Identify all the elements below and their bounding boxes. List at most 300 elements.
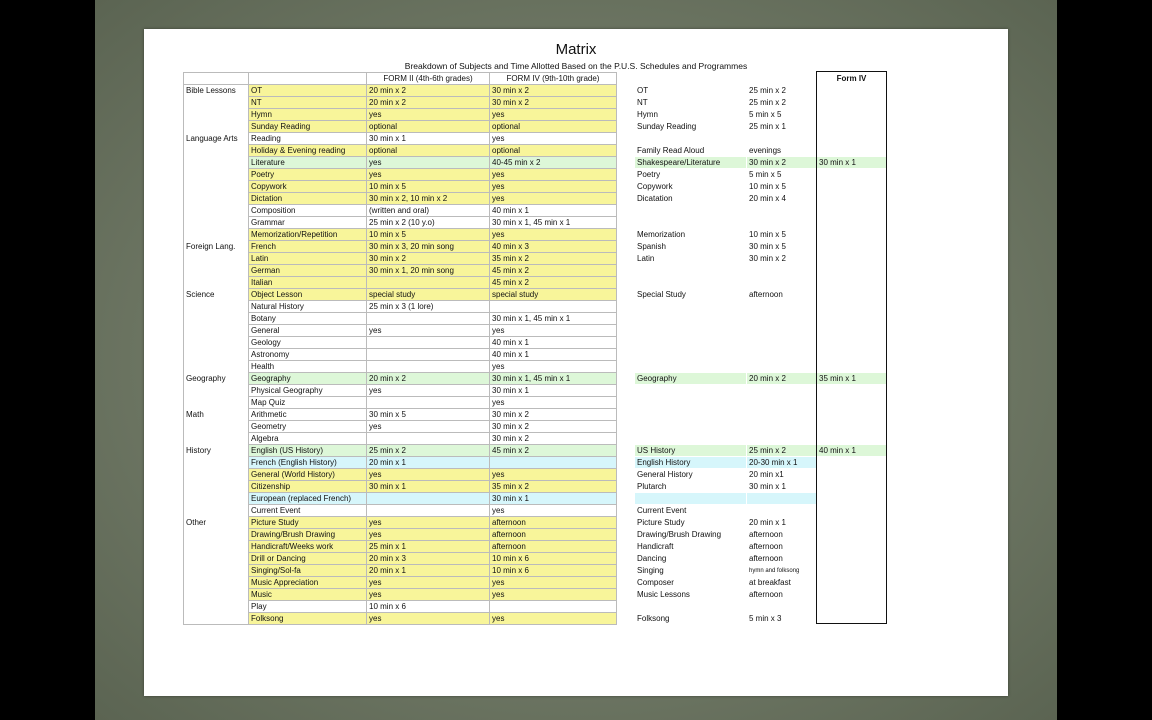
current-subject-cell (635, 385, 747, 397)
current-subject-cell: Drawing/Brush Drawing (637, 529, 722, 539)
current-time-cell (747, 361, 817, 373)
subject-cell: Play (249, 601, 367, 613)
category-cell (184, 349, 249, 361)
table-row (184, 553, 617, 565)
form4-cell: yes (490, 505, 617, 517)
current-time-cell: afternoon (749, 541, 783, 551)
category-cell: Language Arts (184, 133, 249, 145)
category-cell: Foreign Lang. (184, 241, 249, 253)
form4-cell: optional (490, 121, 617, 133)
subject-cell: Grammar (249, 217, 367, 229)
current-subject-cell (635, 409, 747, 421)
form2-cell: 30 min x 2, 10 min x 2 (367, 193, 490, 205)
form2-cell: yes (367, 469, 490, 481)
current-time-cell (747, 325, 817, 337)
current-subject-cell: Geography (635, 373, 747, 385)
form4-cell (490, 301, 617, 313)
current-time-cell: afternoon (749, 589, 783, 599)
category-cell (184, 601, 249, 613)
form4-cell (490, 457, 617, 469)
current-time-cell: evenings (749, 145, 782, 155)
category-cell (184, 361, 249, 373)
subject-cell: Dictation (249, 193, 367, 205)
category-cell (184, 553, 249, 565)
form4-cell: yes (490, 109, 617, 121)
form4-cell: afternoon (490, 541, 617, 553)
current-subject-cell (635, 349, 747, 361)
table-row (184, 109, 617, 121)
current-time-cell: 25 min x 1 (749, 121, 786, 131)
current-time-cell (747, 265, 817, 277)
category-cell (184, 265, 249, 277)
category-cell (184, 145, 249, 157)
current-subject-cell: Poetry (637, 169, 661, 179)
form4-cell: 30 min x 1, 45 min x 1 (490, 313, 617, 325)
form2-cell: yes (367, 109, 490, 121)
current-subject-cell: Family Read Aloud (637, 145, 705, 155)
form4-cell: 30 min x 1, 45 min x 1 (490, 373, 617, 385)
form4-cell: yes (490, 361, 617, 373)
subject-cell: Algebra (249, 433, 367, 445)
current-time-cell: afternoon (749, 529, 783, 539)
category-cell (184, 529, 249, 541)
category-cell (184, 277, 249, 289)
form4-time-cell: 40 min x 1 (817, 445, 887, 457)
current-time-cell (747, 409, 817, 421)
form4-cell: yes (490, 169, 617, 181)
table-row (184, 457, 617, 469)
category-cell (184, 385, 249, 397)
form2-cell: 30 min x 2 (367, 253, 490, 265)
table-row (184, 565, 617, 577)
subject-cell: Sunday Reading (249, 121, 367, 133)
table-row (184, 157, 617, 169)
subject-cell: Drawing/Brush Drawing (249, 529, 367, 541)
form4-cell: 30 min x 2 (490, 409, 617, 421)
form2-cell: yes (367, 157, 490, 169)
current-subject-cell (635, 217, 747, 229)
form4-cell: 40 min x 1 (490, 205, 617, 217)
form4-cell: 35 min x 2 (490, 253, 617, 265)
category-cell (184, 253, 249, 265)
form4-cell: afternoon (490, 517, 617, 529)
form4-time-cell: 30 min x 1 (817, 157, 887, 169)
table-row (184, 349, 617, 361)
subject-cell: Map Quiz (249, 397, 367, 409)
table-row (184, 445, 617, 457)
current-time-cell: 5 min x 3 (749, 613, 782, 623)
table-row (184, 121, 617, 133)
main-matrix-table (183, 72, 617, 625)
table-row (184, 85, 617, 97)
category-cell (184, 109, 249, 121)
subject-cell: German (249, 265, 367, 277)
category-cell: Other (184, 517, 249, 529)
form2-cell: 10 min x 5 (367, 181, 490, 193)
category-cell (184, 325, 249, 337)
table-row (184, 577, 617, 589)
subject-cell: General (World History) (249, 469, 367, 481)
table-row (184, 301, 617, 313)
current-time-cell (747, 397, 817, 409)
current-subject-cell: English History (635, 457, 747, 469)
form4-cell: optional (490, 145, 617, 157)
subject-cell: Arithmetic (249, 409, 367, 421)
page-title: Matrix (555, 41, 597, 58)
current-subject-cell (635, 265, 747, 277)
form4-cell: yes (490, 229, 617, 241)
form2-cell: yes (367, 613, 490, 625)
subject-cell: French (249, 241, 367, 253)
form2-cell (367, 337, 490, 349)
subject-cell: Memorization/Repetition (249, 229, 367, 241)
header-blank (184, 73, 249, 85)
table-row (184, 337, 617, 349)
table-row (184, 133, 617, 145)
form4-cell: 40-45 min x 2 (490, 157, 617, 169)
form2-cell: 20 min x 2 (367, 97, 490, 109)
subject-cell: Object Lesson (249, 289, 367, 301)
table-row (184, 409, 617, 421)
category-cell (184, 301, 249, 313)
current-subject-cell: Folksong (637, 613, 670, 623)
form4-cell: yes (490, 577, 617, 589)
form2-cell: 25 min x 1 (367, 541, 490, 553)
form2-cell: optional (367, 145, 490, 157)
category-cell: Science (184, 289, 249, 301)
category-cell (184, 181, 249, 193)
form4-cell: yes (490, 193, 617, 205)
subject-cell: English (US History) (249, 445, 367, 457)
subject-cell: Geography (249, 373, 367, 385)
current-time-cell (747, 313, 817, 325)
table-row (184, 601, 617, 613)
subject-cell: OT (249, 85, 367, 97)
form2-cell: 25 min x 2 (367, 445, 490, 457)
form4-cell: 45 min x 2 (490, 265, 617, 277)
table-row (184, 289, 617, 301)
category-cell (184, 565, 249, 577)
current-time-cell (747, 385, 817, 397)
subject-cell: Handicraft/Weeks work (249, 541, 367, 553)
table-row (184, 217, 617, 229)
form2-cell: 20 min x 1 (367, 457, 490, 469)
form4-cell: 30 min x 2 (490, 421, 617, 433)
form4-cell: afternoon (490, 529, 617, 541)
form2-cell: 30 min x 1 (367, 133, 490, 145)
category-cell (184, 229, 249, 241)
form2-cell (367, 505, 490, 517)
category-cell (184, 217, 249, 229)
table-row (184, 589, 617, 601)
form2-cell (367, 433, 490, 445)
form4-cell: 30 min x 2 (490, 85, 617, 97)
category-cell (184, 157, 249, 169)
category-cell (184, 205, 249, 217)
form4-cell: 40 min x 3 (490, 241, 617, 253)
table-row (184, 253, 617, 265)
form4-cell: 30 min x 2 (490, 97, 617, 109)
form2-cell: optional (367, 121, 490, 133)
form4-outline-box (816, 71, 887, 624)
current-subject-cell (635, 205, 747, 217)
table-row (184, 517, 617, 529)
category-cell (184, 481, 249, 493)
table-row (184, 97, 617, 109)
subject-cell: Literature (249, 157, 367, 169)
subject-cell: Picture Study (249, 517, 367, 529)
table-row (184, 529, 617, 541)
current-time-cell (747, 505, 817, 517)
form4-cell: 30 min x 1 (490, 385, 617, 397)
form2-cell (367, 397, 490, 409)
subject-cell: Geometry (249, 421, 367, 433)
table-row (184, 373, 617, 385)
subject-cell: Current Event (249, 505, 367, 517)
current-time-cell: 25 min x 2 (747, 445, 817, 457)
category-cell (184, 577, 249, 589)
current-subject-cell: Sunday Reading (637, 121, 697, 131)
form2-cell: 10 min x 5 (367, 229, 490, 241)
form4-cell: yes (490, 469, 617, 481)
current-subject-cell (635, 397, 747, 409)
subject-cell: French (English History) (249, 457, 367, 469)
subject-cell: Italian (249, 277, 367, 289)
form4-cell: yes (490, 397, 617, 409)
form2-cell: 25 min x 3 (1 lore) (367, 301, 490, 313)
current-subject-cell: Picture Study (637, 517, 685, 527)
category-cell (184, 589, 249, 601)
current-subject-cell: Shakespeare/Literature (635, 157, 747, 169)
subject-cell: Citizenship (249, 481, 367, 493)
current-time-cell: 20 min x 2 (747, 373, 817, 385)
current-time-cell (747, 301, 817, 313)
table-row (184, 229, 617, 241)
current-time-cell: 5 min x 5 (749, 169, 782, 179)
form4-cell: 30 min x 2 (490, 433, 617, 445)
table-row (184, 397, 617, 409)
current-time-cell (747, 601, 817, 613)
category-cell (184, 121, 249, 133)
subject-cell: Drill or Dancing (249, 553, 367, 565)
form2-cell: 30 min x 3, 20 min song (367, 241, 490, 253)
form2-cell: 20 min x 2 (367, 373, 490, 385)
form2-cell (367, 313, 490, 325)
subject-cell: Physical Geography (249, 385, 367, 397)
current-time-cell (747, 133, 817, 145)
current-time-cell (747, 277, 817, 289)
current-subject-cell: Dancing (637, 553, 667, 563)
category-cell (184, 613, 249, 625)
form2-cell: 20 min x 3 (367, 553, 490, 565)
current-subject-cell (635, 301, 747, 313)
category-cell (184, 469, 249, 481)
current-time-cell: 25 min x 2 (749, 85, 786, 95)
current-time-cell: 5 min x 5 (749, 109, 782, 119)
category-cell (184, 541, 249, 553)
table-row (184, 241, 617, 253)
form4-cell: 45 min x 2 (490, 277, 617, 289)
subject-cell: General (249, 325, 367, 337)
current-time-cell: 20 min x 1 (749, 517, 786, 527)
form4-cell: 10 min x 6 (490, 565, 617, 577)
current-time-cell: 30 min x 2 (747, 157, 817, 169)
form4-cell: 40 min x 1 (490, 349, 617, 361)
current-time-cell (747, 217, 817, 229)
table-row (184, 313, 617, 325)
current-subject-cell (635, 601, 747, 613)
current-subject-cell (635, 277, 747, 289)
current-subject-cell (635, 361, 747, 373)
form4-cell: 35 min x 2 (490, 481, 617, 493)
category-cell (184, 421, 249, 433)
form2-cell: 30 min x 1 (367, 481, 490, 493)
category-cell: History (184, 445, 249, 457)
current-time-cell (747, 337, 817, 349)
form4-cell: yes (490, 589, 617, 601)
category-cell (184, 397, 249, 409)
document-page (144, 29, 1008, 696)
current-time-cell: 30 min x 5 (749, 241, 786, 251)
current-subject-cell: Dicatation (637, 193, 673, 203)
current-subject-cell: OT (637, 85, 649, 95)
table-row (184, 541, 617, 553)
form2-cell: yes (367, 421, 490, 433)
category-cell (184, 457, 249, 469)
category-cell (184, 337, 249, 349)
subject-cell: Folksong (249, 613, 367, 625)
header-blank (635, 73, 747, 85)
current-subject-cell: Handicraft (637, 541, 674, 551)
form2-cell: 30 min x 5 (367, 409, 490, 421)
form4-cell (490, 601, 617, 613)
column-header-form2: FORM II (4th-6th grades) (367, 73, 490, 85)
current-time-cell (747, 433, 817, 445)
column-header-form4: FORM IV (9th-10th grade) (490, 73, 617, 85)
current-time-cell: afternoon (749, 553, 783, 563)
table-row (184, 421, 617, 433)
form2-cell: 20 min x 1 (367, 565, 490, 577)
table-row (184, 481, 617, 493)
form2-cell: 30 min x 1, 20 min song (367, 265, 490, 277)
table-row (184, 205, 617, 217)
subject-cell: Health (249, 361, 367, 373)
table-row (184, 265, 617, 277)
subject-cell: Astronomy (249, 349, 367, 361)
form2-cell: yes (367, 577, 490, 589)
table-row (184, 385, 617, 397)
current-subject-cell (635, 433, 747, 445)
current-time-cell: 20-30 min x 1 (747, 457, 817, 469)
form2-cell (367, 349, 490, 361)
current-subject-cell (635, 133, 747, 145)
current-time-cell: 30 min x 1 (749, 481, 786, 491)
page-subtitle: Breakdown of Subjects and Time Allotted Based on the P.U.S. Schedules and Programmes (404, 61, 748, 71)
form4-time-cell: 35 min x 1 (817, 373, 887, 385)
category-cell (184, 97, 249, 109)
current-subject-cell: General History (637, 469, 693, 479)
form2-cell: yes (367, 529, 490, 541)
form2-cell (367, 277, 490, 289)
form4-cell: 40 min x 1 (490, 337, 617, 349)
current-time-cell: 30 min x 2 (749, 253, 786, 263)
form2-cell: 25 min x 2 (10 y.o) (367, 217, 490, 229)
table-row (184, 505, 617, 517)
current-subject-cell (635, 493, 747, 505)
table-row (184, 613, 617, 625)
form2-cell: yes (367, 325, 490, 337)
subject-cell: NT (249, 97, 367, 109)
subject-cell: Composition (249, 205, 367, 217)
form4-cell: yes (490, 613, 617, 625)
current-time-cell: 20 min x 4 (749, 193, 786, 203)
form2-cell: yes (367, 169, 490, 181)
current-time-cell (747, 421, 817, 433)
form4-cell: 30 min x 1 (490, 493, 617, 505)
current-subject-cell: Music Lessons (637, 589, 690, 599)
form4-cell: yes (490, 133, 617, 145)
table-row (184, 193, 617, 205)
subject-cell: European (replaced French) (249, 493, 367, 505)
subject-cell: Geology (249, 337, 367, 349)
form2-cell: yes (367, 385, 490, 397)
table-row (184, 469, 617, 481)
header-blank (249, 73, 367, 85)
current-subject-cell: Composer (637, 577, 674, 587)
subject-cell: Singing/Sol-fa (249, 565, 367, 577)
current-subject-cell: Singing (637, 565, 664, 575)
current-subject-cell (635, 313, 747, 325)
subject-cell: Latin (249, 253, 367, 265)
form2-cell: (written and oral) (367, 205, 490, 217)
current-time-cell (747, 205, 817, 217)
table-row (184, 325, 617, 337)
form2-cell: yes (367, 589, 490, 601)
current-subject-cell (635, 421, 747, 433)
form2-cell (367, 361, 490, 373)
form4-cell: 45 min x 2 (490, 445, 617, 457)
category-cell: Bible Lessons (184, 85, 249, 97)
form4-box-title: Form IV (836, 73, 867, 83)
current-subject-cell: Copywork (637, 181, 673, 191)
table-row (184, 277, 617, 289)
current-subject-cell: US History (635, 445, 747, 457)
current-time-cell: 20 min x1 (749, 469, 784, 479)
table-row (184, 361, 617, 373)
current-time-cell (747, 349, 817, 361)
subject-cell: Poetry (249, 169, 367, 181)
form2-cell: yes (367, 517, 490, 529)
table-row (184, 493, 617, 505)
category-cell (184, 493, 249, 505)
form4-cell: yes (490, 181, 617, 193)
form2-cell: 10 min x 6 (367, 601, 490, 613)
subject-cell: Holiday & Evening reading (249, 145, 367, 157)
header-blank (747, 73, 817, 85)
category-cell (184, 313, 249, 325)
current-subject-cell: Spanish (637, 241, 666, 251)
table-row (184, 433, 617, 445)
subject-cell: Copywork (249, 181, 367, 193)
current-time-cell: at breakfast (749, 577, 791, 587)
table-row (184, 169, 617, 181)
form2-cell: special study (367, 289, 490, 301)
subject-cell: Natural History (249, 301, 367, 313)
form4-cell: 30 min x 1, 45 min x 1 (490, 217, 617, 229)
subject-cell: Hymn (249, 109, 367, 121)
category-cell (184, 193, 249, 205)
current-subject-cell: Hymn (637, 109, 658, 119)
